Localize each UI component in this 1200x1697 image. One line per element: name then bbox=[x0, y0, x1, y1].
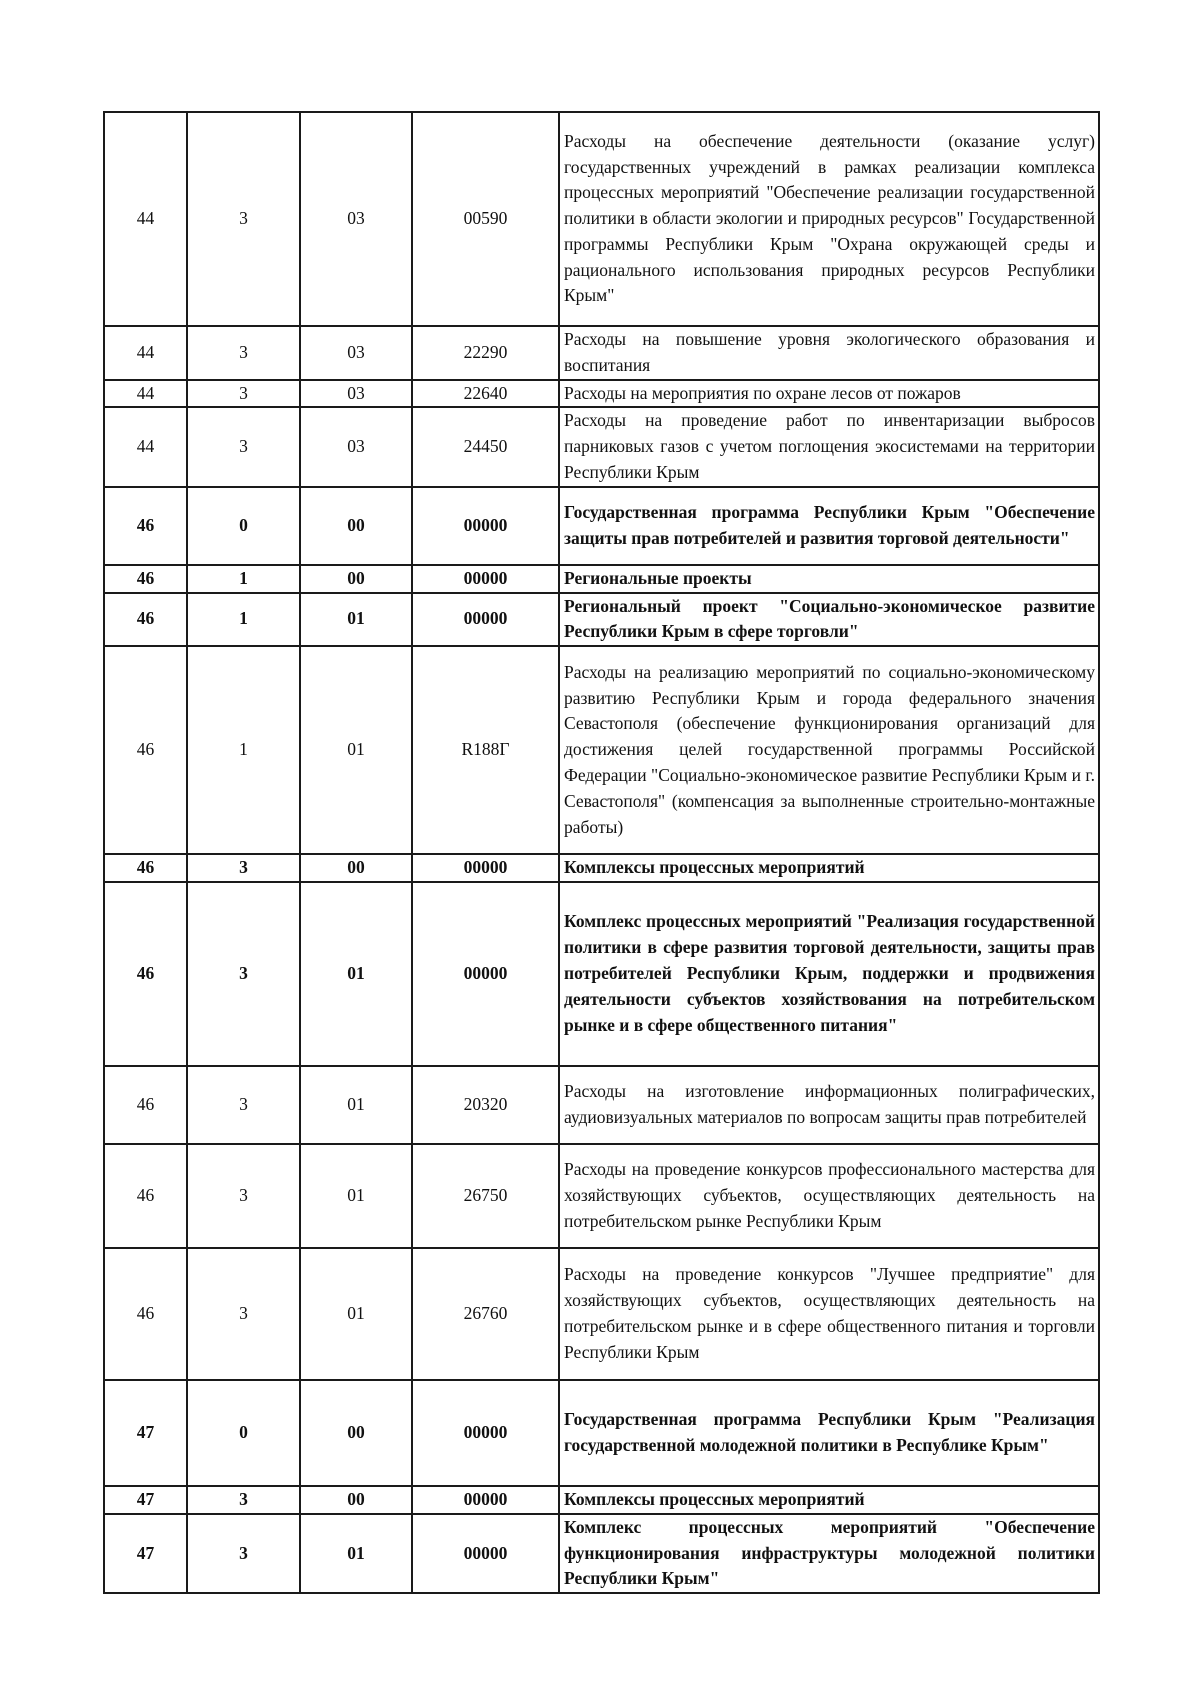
table-row bbox=[104, 854, 1099, 882]
code-col-4: 00000 bbox=[412, 487, 559, 565]
code-col-3: 00 bbox=[300, 1486, 412, 1514]
code-col-2: 3 bbox=[187, 112, 300, 326]
code-col-4: 00000 bbox=[412, 1486, 559, 1514]
table-row bbox=[104, 882, 1099, 1066]
code-col-2: 1 bbox=[187, 593, 300, 647]
code-col-1: 44 bbox=[104, 407, 187, 486]
table-row bbox=[104, 1514, 1099, 1593]
table-row bbox=[104, 1248, 1099, 1380]
expense-description: Расходы на повышение уровня экологического образования и воспитания bbox=[559, 326, 1099, 380]
code-col-4: 00590 bbox=[412, 112, 559, 326]
table-row bbox=[104, 487, 1099, 565]
code-col-1: 46 bbox=[104, 646, 187, 854]
expense-description: Расходы на проведение конкурсов "Лучшее предприятие" для хозяйствующих субъектов, осуществляющих деятельность на потребительском рынке и в сфере общественного питания и торговли Республики Крым bbox=[559, 1248, 1099, 1380]
code-col-1: 47 bbox=[104, 1514, 187, 1593]
code-col-2: 3 bbox=[187, 407, 300, 486]
code-col-1: 46 bbox=[104, 854, 187, 882]
document-page bbox=[103, 111, 1098, 1594]
code-col-4: 26750 bbox=[412, 1144, 559, 1248]
code-col-3: 03 bbox=[300, 407, 412, 486]
code-col-2: 3 bbox=[187, 1144, 300, 1248]
code-col-2: 1 bbox=[187, 565, 300, 593]
code-col-1: 46 bbox=[104, 593, 187, 647]
code-col-1: 46 bbox=[104, 882, 187, 1066]
code-col-4: 00000 bbox=[412, 593, 559, 647]
code-col-4: 20320 bbox=[412, 1066, 559, 1144]
expense-description: Расходы на изготовление информационных полиграфических, аудиовизуальных материалов по вопросам защиты прав потребителей bbox=[559, 1066, 1099, 1144]
code-col-1: 47 bbox=[104, 1380, 187, 1486]
program-description: Комплекс процессных мероприятий "Обеспечение функционирования инфраструктуры молодежной политики Республики Крым" bbox=[559, 1514, 1099, 1593]
code-col-1: 44 bbox=[104, 112, 187, 326]
code-col-4: 00000 bbox=[412, 565, 559, 593]
code-col-4: 22640 bbox=[412, 380, 559, 408]
code-col-1: 44 bbox=[104, 326, 187, 380]
code-col-3: 01 bbox=[300, 593, 412, 647]
code-col-2: 3 bbox=[187, 1514, 300, 1593]
code-col-1: 46 bbox=[104, 565, 187, 593]
table-row bbox=[104, 1066, 1099, 1144]
expense-description: Расходы на мероприятия по охране лесов от пожаров bbox=[559, 380, 1099, 408]
table-row bbox=[104, 380, 1099, 408]
code-col-2: 3 bbox=[187, 1486, 300, 1514]
code-col-3: 01 bbox=[300, 1514, 412, 1593]
table-row bbox=[104, 593, 1099, 647]
code-col-3: 01 bbox=[300, 882, 412, 1066]
code-col-4: 24450 bbox=[412, 407, 559, 486]
table-row bbox=[104, 565, 1099, 593]
expense-description: Расходы на проведение работ по инвентаризации выбросов парниковых газов с учетом поглощения экосистемами на территории Республики Крым bbox=[559, 407, 1099, 486]
table-row bbox=[104, 407, 1099, 486]
code-col-3: 03 bbox=[300, 326, 412, 380]
table-row bbox=[104, 1486, 1099, 1514]
code-col-3: 01 bbox=[300, 646, 412, 854]
code-col-2: 1 bbox=[187, 646, 300, 854]
program-description: Комплексы процессных мероприятий bbox=[559, 854, 1099, 882]
code-col-3: 03 bbox=[300, 112, 412, 326]
code-col-4: R188Г bbox=[412, 646, 559, 854]
code-col-3: 00 bbox=[300, 565, 412, 593]
program-description: Государственная программа Республики Крым "Реализация государственной молодежной политики в Республике Крым" bbox=[559, 1380, 1099, 1486]
program-description: Региональные проекты bbox=[559, 565, 1099, 593]
code-col-3: 00 bbox=[300, 487, 412, 565]
code-col-4: 00000 bbox=[412, 854, 559, 882]
expense-description: Расходы на проведение конкурсов профессионального мастерства для хозяйствующих субъектов, осуществляющих деятельность на потребительском рынке Республики Крым bbox=[559, 1144, 1099, 1248]
code-col-2: 3 bbox=[187, 882, 300, 1066]
code-col-4: 26760 bbox=[412, 1248, 559, 1380]
table-row bbox=[104, 646, 1099, 854]
code-col-3: 01 bbox=[300, 1248, 412, 1380]
program-description: Комплекс процессных мероприятий "Реализация государственной политики в сфере развития торговой деятельности, защиты прав потребителей Республики Крым, поддержки и продвижения деятельности субъектов хозяйствования на потребительском рынке и в сфере общественного питания" bbox=[559, 882, 1099, 1066]
code-col-3: 00 bbox=[300, 854, 412, 882]
budget-classification-table bbox=[103, 111, 1100, 1594]
code-col-2: 0 bbox=[187, 487, 300, 565]
code-col-1: 44 bbox=[104, 380, 187, 408]
code-col-2: 3 bbox=[187, 380, 300, 408]
code-col-1: 46 bbox=[104, 1066, 187, 1144]
expense-description: Расходы на реализацию мероприятий по социально-экономическому развитию Республики Крым и города федерального значения Севастополя (обеспечение функционирования организаций для достижения целей государственной программы Российской Федерации "Социально-экономическое развитие Республики Крым и г. Севастополя" (компенсация за выполненные строительно-монтажные работы) bbox=[559, 646, 1099, 854]
code-col-2: 3 bbox=[187, 326, 300, 380]
code-col-2: 3 bbox=[187, 854, 300, 882]
code-col-2: 3 bbox=[187, 1066, 300, 1144]
table-row bbox=[104, 326, 1099, 380]
code-col-2: 0 bbox=[187, 1380, 300, 1486]
program-description: Региональный проект "Социально-экономическое развитие Республики Крым в сфере торговли" bbox=[559, 593, 1099, 647]
code-col-4: 22290 bbox=[412, 326, 559, 380]
code-col-4: 00000 bbox=[412, 882, 559, 1066]
table-row bbox=[104, 112, 1099, 326]
code-col-3: 01 bbox=[300, 1066, 412, 1144]
table-row bbox=[104, 1380, 1099, 1486]
code-col-4: 00000 bbox=[412, 1380, 559, 1486]
code-col-2: 3 bbox=[187, 1248, 300, 1380]
code-col-1: 47 bbox=[104, 1486, 187, 1514]
code-col-1: 46 bbox=[104, 487, 187, 565]
code-col-3: 03 bbox=[300, 380, 412, 408]
expense-description: Расходы на обеспечение деятельности (оказание услуг) государственных учреждений в рамках реализации комплекса процессных мероприятий "Обеспечение реализации государственной политики в области экологии и природных ресурсов" Государственной программы Республики Крым "Охрана окружающей среды и рационального использования природных ресурсов Республики Крым" bbox=[559, 112, 1099, 326]
code-col-1: 46 bbox=[104, 1248, 187, 1380]
code-col-4: 00000 bbox=[412, 1514, 559, 1593]
code-col-3: 01 bbox=[300, 1144, 412, 1248]
code-col-1: 46 bbox=[104, 1144, 187, 1248]
program-description: Комплексы процессных мероприятий bbox=[559, 1486, 1099, 1514]
table-row bbox=[104, 1144, 1099, 1248]
program-description: Государственная программа Республики Крым "Обеспечение защиты прав потребителей и развития торговой деятельности" bbox=[559, 487, 1099, 565]
code-col-3: 00 bbox=[300, 1380, 412, 1486]
